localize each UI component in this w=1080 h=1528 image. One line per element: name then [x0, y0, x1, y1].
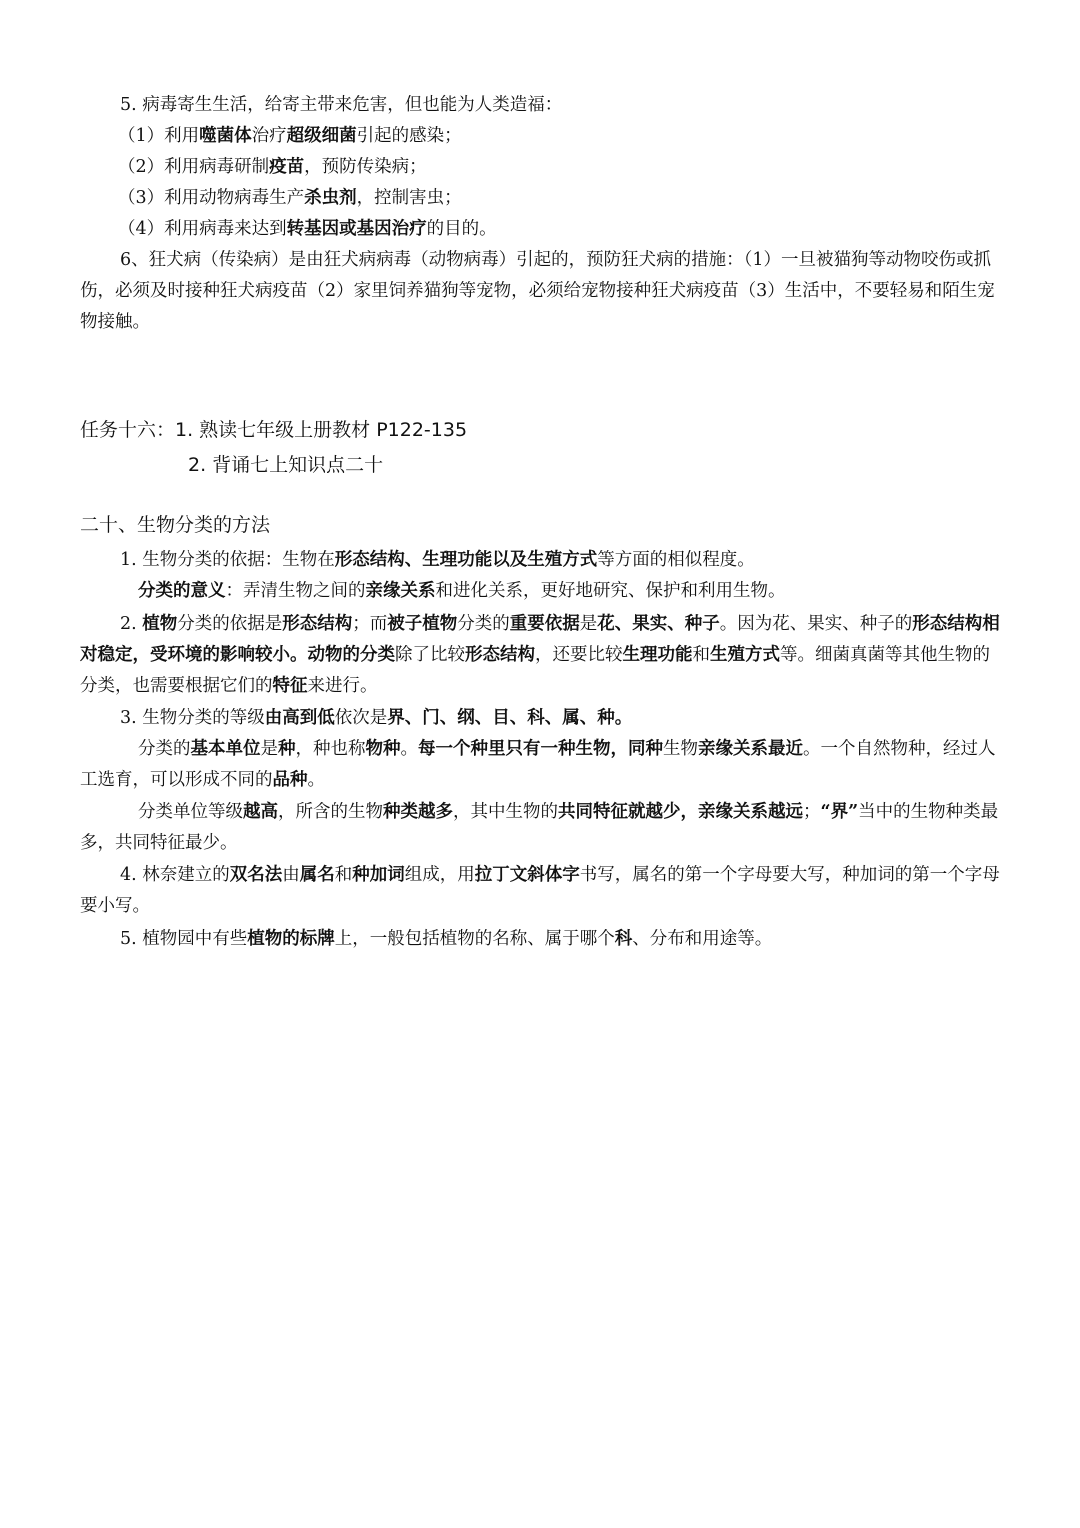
rabies-paragraph: 6、狂犬病（传染病）是由狂犬病病毒（动物病毒）引起的，预防狂犬病的措施：（1）一旦被猫狗等动物咬伤或抓伤，必须及时接种狂犬病疫苗（2）家里饲养猫狗等宠物，必须给宠物接种狂犬病疫苗（3）生活中，不要轻易和陌生宠物接触。 [80, 250, 995, 332]
task-line-1: 任务十六：1. 熟读七年级上册教材 P122-135 [80, 419, 468, 441]
classification-levels: 3. 生物分类的等级由高到低依次是界、门、纲、目、科、属、种。 [120, 708, 633, 728]
virus-use-1: （1）利用噬菌体治疗超级细菌引起的感染； [118, 126, 462, 146]
classification-basis: 1. 生物分类的依据：生物在形态结构、生理功能以及生殖方式等方面的相似程度。 [120, 550, 755, 570]
plant-animal-classification: 2. 植物分类的依据是形态结构；而被子植物分类的重要依据是花、果实、种子。因为花、果实、种子的形态结构相对稳定，受环境的影响较小。动物的分类除了比较形态结构，还要比较生理功能和生殖方式等。细菌真菌等其他生物的分类，也需要根据它们的特征来进行。 [80, 614, 1000, 696]
task-line-2: 2. 背诵七上知识点二十 [188, 454, 384, 476]
plant-label: 5. 植物园中有些植物的标牌上，一般包括植物的名称、属于哪个科、分布和用途等。 [120, 929, 773, 949]
unit-level-rule: 分类单位等级越高，所含的生物种类越多，其中生物的共同特征就越少，亲缘关系越远；“界”当中的生物种类最多，共同特征最少。 [80, 802, 999, 853]
virus-use-3: （3）利用动物病毒生产杀虫剂，控制害虫； [118, 188, 462, 208]
binomial-nomenclature: 4. 林奈建立的双名法由属名和种加词组成，用拉丁文斜体字书写，属名的第一个字母要大写，种加词的第一个字母要小写。 [80, 865, 1000, 916]
classification-meaning: 分类的意义：弄清生物之间的亲缘关系和进化关系，更好地研究、保护和利用生物。 [138, 581, 786, 601]
virus-point-5 [80, 90, 1000, 121]
virus-point-5-text: 5. 病毒寄生生活，给寄主带来危害，但也能为人类造福： [120, 95, 563, 115]
virus-use-2: （2）利用病毒研制疫苗，预防传染病； [118, 157, 427, 177]
virus-use-4: （4）利用病毒来达到转基因或基因治疗的目的。 [118, 219, 497, 239]
basic-unit: 分类的基本单位是种，种也称物种。每一个种里只有一种生物，同种生物亲缘关系最近。一个自然物种，经过人工选育，可以形成不同的品种。 [80, 739, 996, 790]
section-title: 二十、生物分类的方法 [80, 514, 271, 536]
